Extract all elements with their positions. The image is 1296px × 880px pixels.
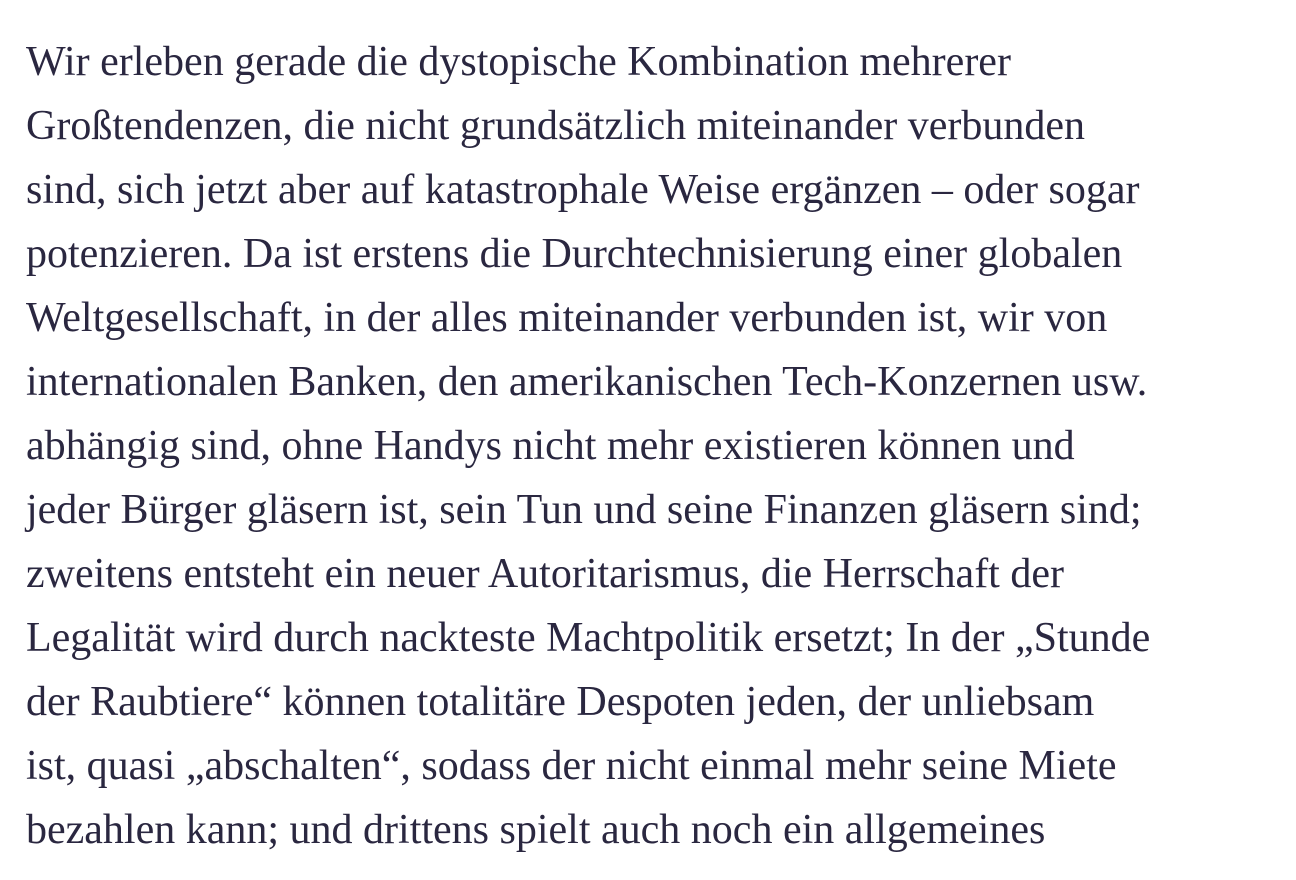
paragraph-line: jeder Bürger gläsern ist, sein Tun und seine Finanzen gläsern sind; (26, 487, 1142, 533)
paragraph-line: potenzieren. Da ist erstens die Durchtechnisierung einer globalen (26, 231, 1123, 277)
paragraph-line: Wir erleben gerade die dystopische Kombination mehrerer (26, 39, 1011, 85)
paragraph-line: Weltgesellschaft, in der alles miteinander verbunden ist, wir von (26, 295, 1108, 341)
paragraph-line: sind, sich jetzt aber auf katastrophale Weise ergänzen – oder sogar (26, 167, 1140, 213)
paragraph-line: Legalität wird durch nackteste Machtpolitik ersetzt; In der „Stunde (26, 615, 1151, 661)
paragraph-line: internationalen Banken, den amerikanischen Tech-Konzernen usw. (26, 359, 1148, 405)
paragraph-line: zweitens entsteht ein neuer Autoritarismus, die Herrschaft der (26, 551, 1064, 597)
article-body (26, 30, 1276, 862)
paragraph-line: der Raubtiere“ können totalitäre Despoten jeden, der unliebsam (26, 679, 1095, 725)
paragraph-line: abhängig sind, ohne Handys nicht mehr existieren können und (26, 423, 1075, 469)
paragraph-line: ist, quasi „abschalten“, sodass der nicht einmal mehr seine Miete (26, 743, 1117, 789)
paragraph-line: bezahlen kann; und drittens spielt auch noch ein allgemeines (26, 807, 1046, 853)
paragraph-line: Großtendenzen, die nicht grundsätzlich miteinander verbunden (26, 103, 1085, 149)
